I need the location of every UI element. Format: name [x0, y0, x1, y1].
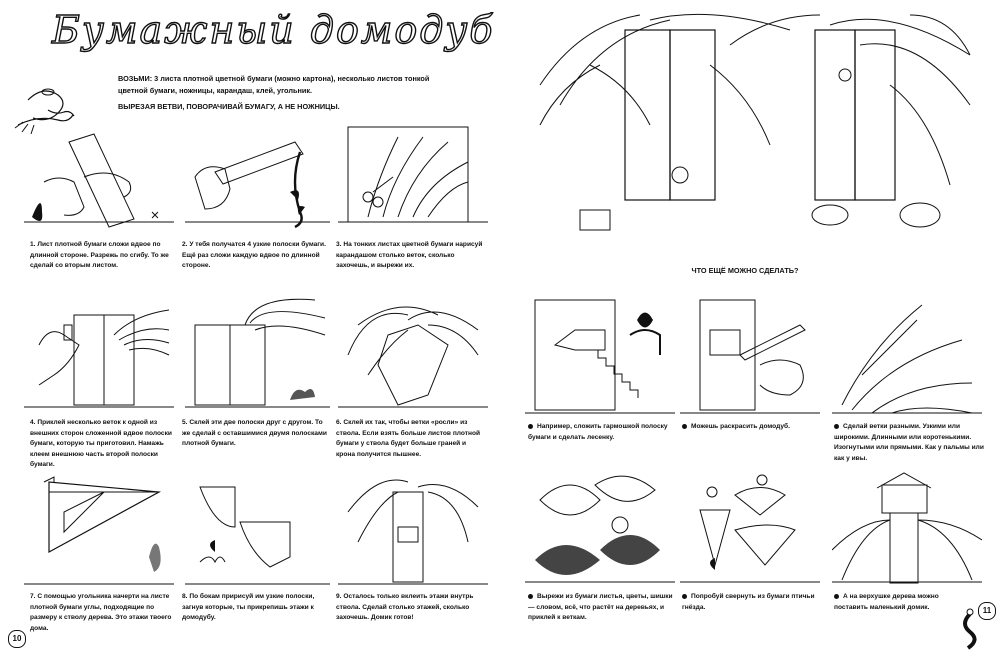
step-8-illustration	[185, 472, 330, 587]
idea-1-caption	[528, 422, 678, 443]
step-6-illustration	[338, 295, 488, 410]
idea-1-illustration	[525, 295, 675, 415]
idea-4-caption	[528, 592, 678, 624]
step-4-illustration	[24, 295, 174, 410]
idea-1-text: Например, сложить гармошкой полоску бумаги и сделать лесенку.	[528, 423, 668, 441]
idea-3-text: Сделай ветки разными. Узкими или широкими. Длинными или коротенькими. Изогнутыми или прямыми. Как у пальмы или как у ивы.	[834, 423, 984, 462]
step-6-caption: 6. Склей их так, чтобы ветки «росли» из ствола. Если взять больше листов плотной бумаги у ствола будет больше граней и крона получится пышнее.	[336, 419, 481, 458]
page-number-left: 10	[8, 630, 26, 648]
step-3-caption: 3. На тонких листах цветной бумаги нарисуй карандашом столько веток, сколько захочешь, и вырежи их.	[336, 241, 483, 269]
idea-4-illustration	[525, 470, 675, 585]
step-1-illustration	[24, 122, 174, 232]
idea-2-text: Можешь раскрасить домодуб.	[691, 423, 790, 430]
step-2-illustration	[185, 122, 330, 232]
idea-2-illustration	[680, 295, 820, 415]
idea-5-text: Попробуй свернуть из бумаги птичьи гнёзда.	[682, 593, 815, 611]
page-title: Бумажный домодуб	[52, 8, 495, 52]
step-7-illustration	[24, 472, 174, 587]
tip-text: ВЫРЕЗАЯ ВЕТВИ, ПОВОРАЧИВАЙ БУМАГУ, А НЕ НОЖНИЦЫ.	[118, 102, 340, 111]
worm-illustration	[952, 606, 992, 652]
step-4-caption: 4. Приклей несколько веток к одной из внешних сторон сложенной вдвое полоски бумаги, которую ты приготовил. Намажь клеем внешнюю часть второй полоски бумаги.	[30, 419, 172, 468]
step-2-caption: 2. У тебя получатся 4 узкие полоски бумаги. Ещё раз сложи каждую вдвое по длинной стороне.	[182, 241, 326, 269]
step-9-caption: 9. Осталось только вклеить этажи внутрь ствола. Сделай столько этажей, сколько захочешь. Домик готов!	[336, 593, 474, 621]
paper-oak-house-illustration	[530, 5, 980, 260]
step-7-caption: 7. С помощью угольника начерти на листе плотной бумаги углы, подходящие по размеру к стволу дерева. Это этажи твоего дома.	[30, 593, 172, 632]
idea-3-caption	[834, 422, 984, 464]
idea-4-text: Вырежи из бумаги листья, цветы, шишки — словом, всё, что растёт на деревьях, и приклей к веткам.	[528, 593, 673, 621]
step-3-illustration	[338, 122, 488, 232]
idea-5-illustration	[680, 470, 820, 585]
idea-6-text: А на верхушке дерева можно поставить маленький домик.	[834, 593, 939, 611]
step-5-illustration	[185, 295, 330, 410]
step-5-caption: 5. Склей эти две полоски друг с другом. То же сделай с оставшимися двумя полосками плотной бумаги.	[182, 419, 327, 447]
more-heading: ЧТО ЕЩЁ МОЖНО СДЕЛАТЬ?	[691, 266, 799, 275]
page-number-right: 11	[978, 602, 996, 620]
idea-6-illustration	[832, 470, 982, 585]
materials-text: ВОЗЬМИ: 3 листа плотной цветной бумаги (можно картона), несколько листов тонкой цветной бумаги, ножницы, карандаш, клей, угольник.	[118, 74, 430, 95]
step-9-illustration	[338, 472, 488, 587]
idea-2-caption	[682, 422, 822, 433]
step-8-caption: 8. По бокам пририсуй им узкие полоски, загнув которые, ты прикрепишь этажи к домодубу.	[182, 593, 315, 621]
idea-5-caption	[682, 592, 822, 613]
step-1-caption: 1. Лист плотной бумаги сложи вдвое по длинной стороне. Разрежь по сгибу. То же сделай со вторым листом.	[30, 241, 169, 269]
idea-3-illustration	[832, 295, 982, 415]
idea-6-caption	[834, 592, 954, 613]
